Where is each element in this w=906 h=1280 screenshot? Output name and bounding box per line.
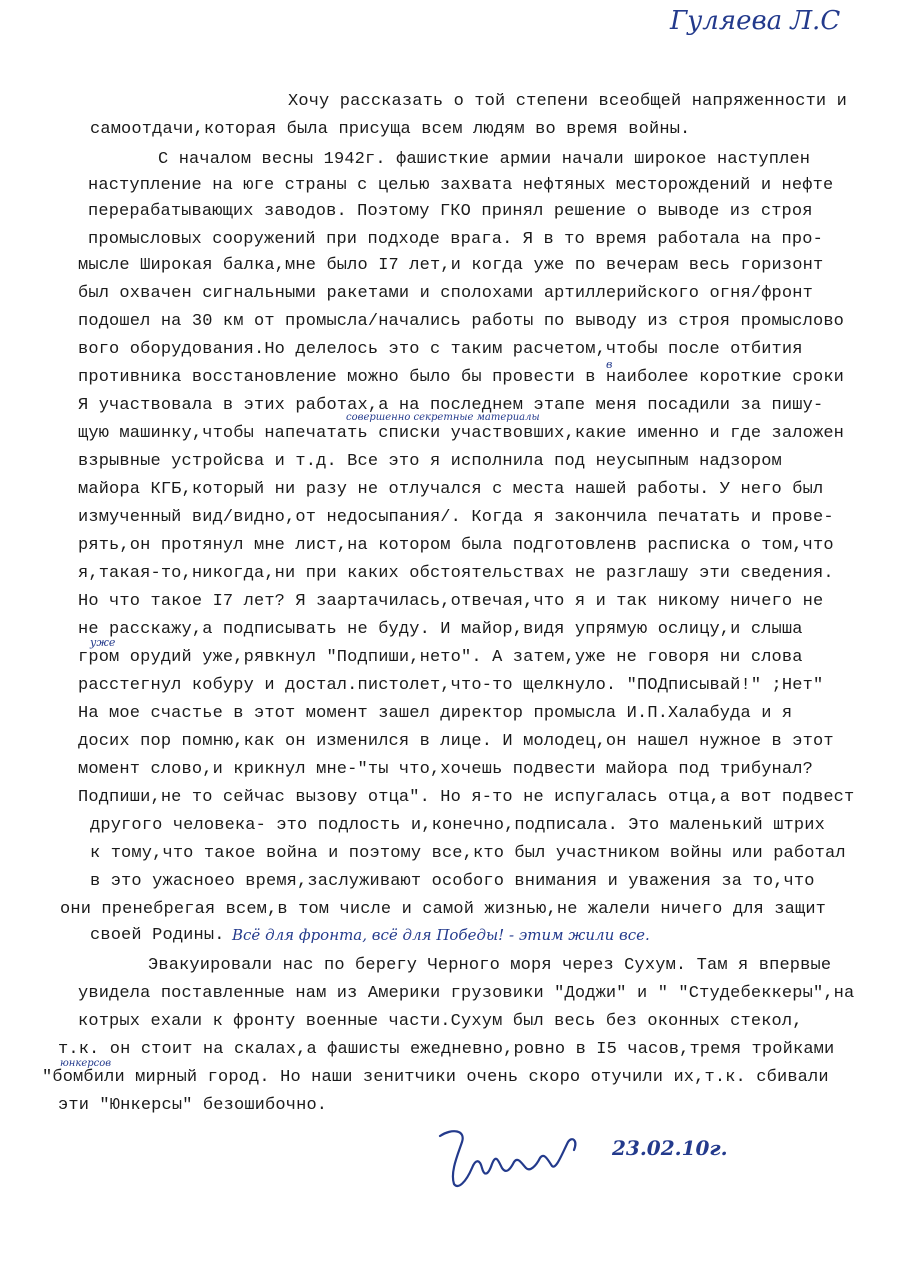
text-line: самоотдачи,которая была присуща всем людям во время войны. [90, 120, 691, 139]
text-line: подошел на 30 км от промысла/начались работы по выводу из строя промыслово [78, 312, 845, 331]
text-line: т.к. он стоит на скалах,а фашисты ежедневно,ровно в I5 часов,тремя тройками [58, 1040, 835, 1059]
text-line: измученный вид/видно,от недосыпания/. Когда я закончила печатать и прове- [78, 508, 834, 527]
signature-date: 23.02.10г. [612, 1136, 728, 1160]
handwritten-slogan: Всё для фронта, всё для Победы! - этим жили все. [232, 926, 650, 944]
handwritten-insert-secret: совершенно секретные материалы [346, 412, 540, 423]
text-line: "бомбили мирный город. Но наши зенитчики очень скоро отучили их,т.к. сбивали [42, 1068, 829, 1087]
text-line: перерабатывающих заводов. Поэтому ГКО принял решение о выводе из строя [88, 202, 813, 221]
text-line: наступление на юге страны с целью захвата нефтяных месторождений и нефте [88, 176, 834, 195]
header-handwritten-name: Гуляева Л.С [670, 6, 841, 36]
text-line: не расскажу,а подписывать не буду. И майор,видя упрямую ослицу,и слыша [78, 620, 803, 639]
text-line: Но что такое I7 лет? Я заартачилась,отвечая,что я и так никому ничего не [78, 592, 824, 611]
text-line: в это ужасноео время,заслуживают особого внимания и уважения за то,что [90, 872, 815, 891]
text-line: эти "Юнкерсы" безошибочно. [58, 1096, 328, 1115]
text-line: они пренебрегая всем,в том числе и самой жизнью,не жалели ничего для защит [60, 900, 827, 919]
text-line: Хочу рассказать о той степени всеобщей напряженности и [288, 92, 847, 111]
handwritten-insert-uzhe: уже [90, 636, 116, 649]
text-line: мысле Широкая балка,мне было I7 лет,и когда уже по вечерам весь горизонт [78, 256, 824, 275]
text-line: взрывные устройсва и т.д. Все это я исполнила под неусыпным надзором [78, 452, 782, 471]
text-line: к тому,что такое война и поэтому все,кто был участником войны или работал [90, 844, 846, 863]
text-line: майора КГБ,который ни разу не отлучался с места нашей работы. У него был [78, 480, 824, 499]
text-line: промысловых сооружений при подходе врага. Я в то время работала на про- [88, 230, 823, 249]
text-line: На мое счастье в этот момент зашел директор промысла И.П.Халабуда и я [78, 704, 793, 723]
text-line: увидела поставленные нам из Америки грузовики "Доджи" и " "Студебеккеры",на [78, 984, 855, 1003]
text-line: я,такая-то,никогда,ни при каких обстоятельствах не разглашу эти сведения. [78, 564, 834, 583]
text-line: вого оборудования.Но делелось это с таким расчетом,чтобы после отбития [78, 340, 803, 359]
text-line: щую машинку,чтобы напечатать списки участвовших,какие именно и где заложен [78, 424, 845, 443]
text-line: своей Родины. [90, 926, 225, 945]
signature-scribble [432, 1124, 612, 1194]
text-line: Эвакуировали нас по берегу Черного моря через Сухум. Там я впервые [148, 956, 832, 975]
text-line: расстегнул кобуру и достал.пистолет,что-то щелкнуло. "ПОДписывай!" ;Нет" [78, 676, 824, 695]
text-line: Я участвовала в этих работах,а на последнем этапе меня посадили за пишу- [78, 396, 824, 415]
text-line: гром орудий уже,рявкнул "Подпиши,нето". А затем,уже не говоря ни слова [78, 648, 803, 667]
handwritten-insert-v: в [606, 358, 613, 371]
text-line: С началом весны 1942г. фашисткие армии начали широкое наступлен [158, 150, 811, 169]
handwritten-insert-junkers: юнкерсов [60, 1058, 112, 1069]
text-line: другого человека- это подлость и,конечно,подписала. Это маленький штрих [90, 816, 825, 835]
text-line: момент слово,и крикнул мне-"ты что,хочешь подвести майора под трибунал? [78, 760, 813, 779]
text-line: был охвачен сигнальными ракетами и сполохами артиллерийского огня/фронт [78, 284, 813, 303]
text-line: противника восстановление можно было бы провести в наиболее короткие сроки [78, 368, 845, 387]
text-line: Подпиши,не то сейчас вызову отца". Но я-то не испугалась отца,а вот подвест [78, 788, 855, 807]
text-line: котрых ехали к фронту военные части.Сухум был весь без оконных стекол, [78, 1012, 803, 1031]
text-line: досих пор помню,как он изменился в лице. И молодец,он нашел нужное в этот [78, 732, 834, 751]
text-line: рять,он протянул мне лист,на котором была подготовленв расписка о том,что [78, 536, 834, 555]
